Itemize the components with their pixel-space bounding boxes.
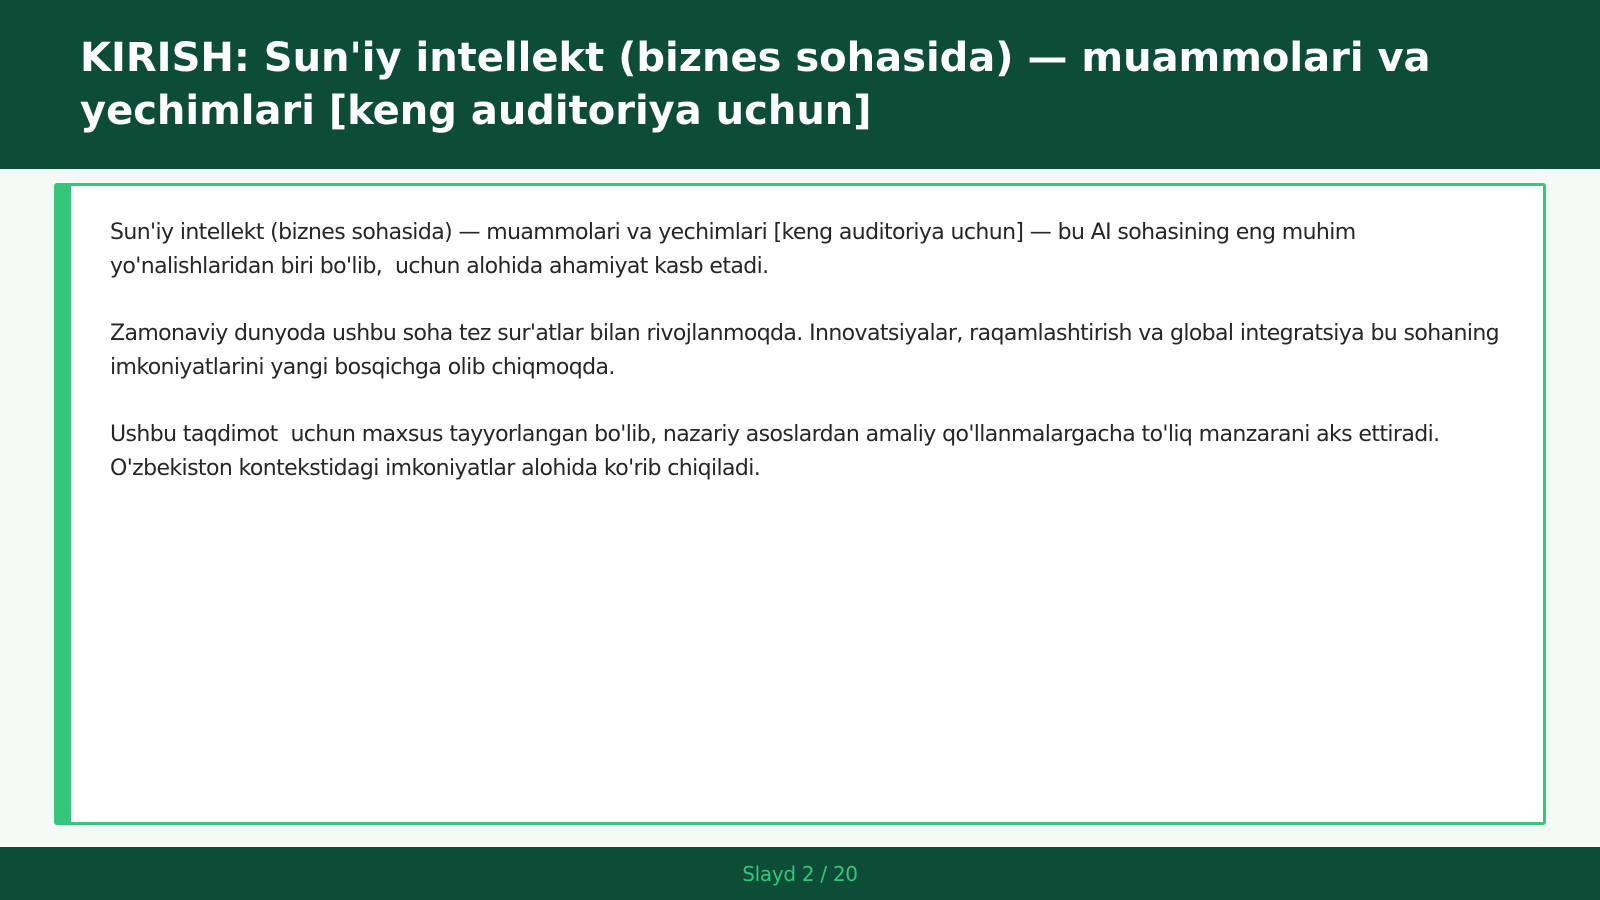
- slide-header: [0, 0, 1600, 169]
- slide-footer: [0, 847, 1600, 900]
- body-paragraph-2: Zamonaviy dunyoda ushbu soha tez sur'atlar bilan rivojlanmoqda. Innovatsiyalar, raqamlashtirish va global integratsiya bu sohaning imkoniyatlarini yangi bosqichga olib chiqmoqda.: [110, 321, 1506, 380]
- body-paragraph-3: Ushbu taqdimot uchun maxsus tayyorlangan bo'lib, nazariy asoslardan amaliy qo'llanmalargacha to'liq manzarani aks ettiradi. O'zbekiston kontekstidagi imkoniyatlar alohida ko'rib chiqiladi.: [110, 422, 1446, 481]
- slide-counter: Slayd 2 / 20: [742, 861, 858, 886]
- content-card: [54, 183, 1546, 825]
- slide-title: KIRISH: Sun'iy intellekt (biznes sohasida) — muammolari va yechimlari [keng auditoriya uchun]: [80, 35, 1431, 134]
- body-paragraph-1: Sun'iy intellekt (biznes sohasida) — muammolari va yechimlari [keng auditoriya uchun] — bu AI sohasining eng muhim yo'nalishlaridan biri bo'lib, uchun alohida ahamiyat kasb etadi.: [110, 220, 1363, 279]
